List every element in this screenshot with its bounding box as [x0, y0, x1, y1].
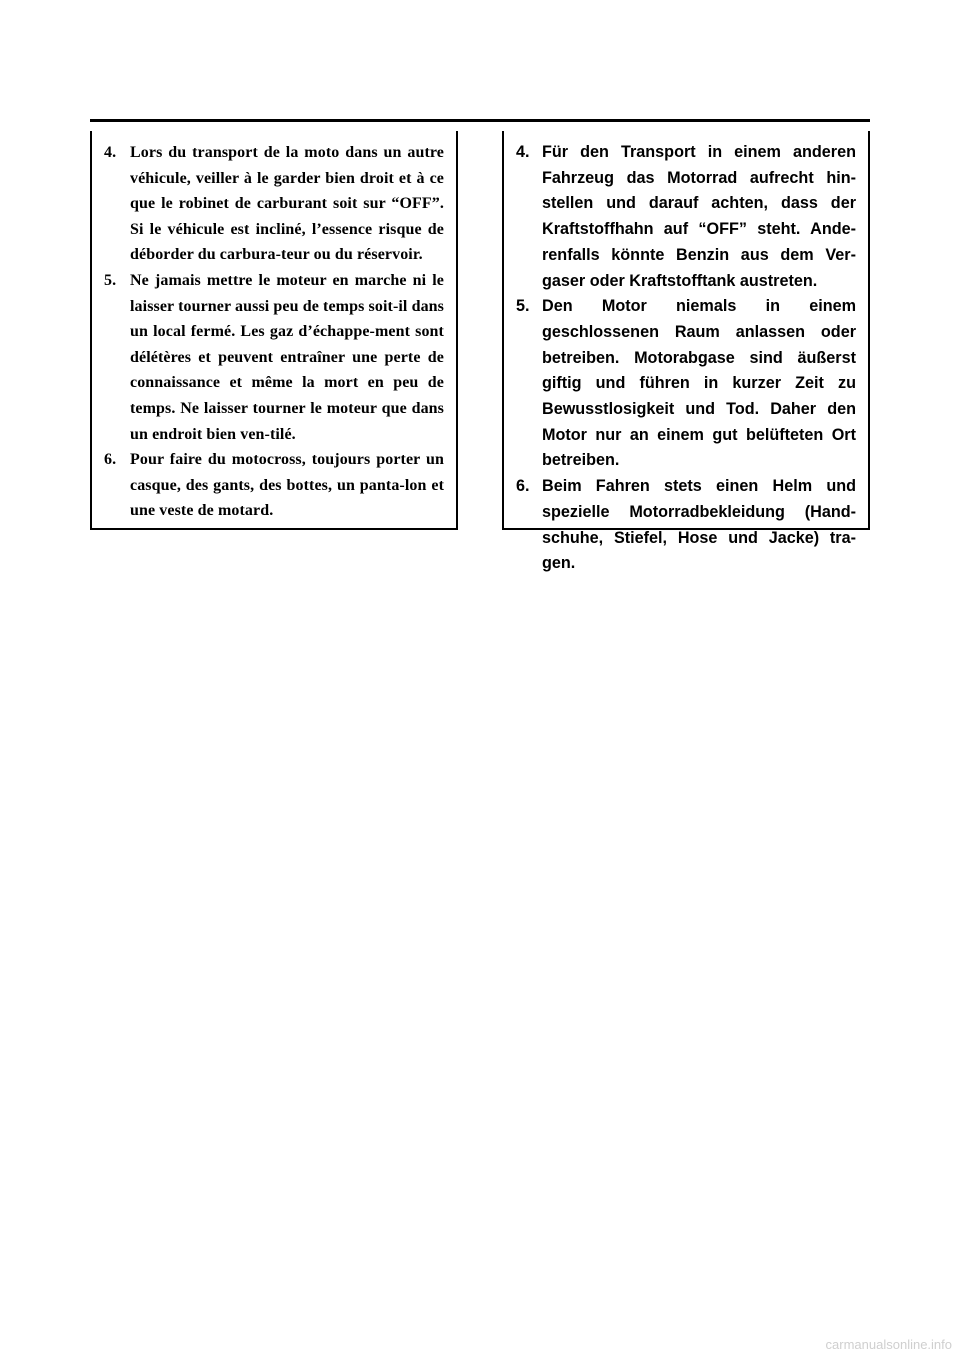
list-item: [104, 447, 444, 524]
warning-box-german: [502, 131, 870, 573]
warning-box-french: [90, 131, 458, 530]
list-item: [516, 474, 856, 577]
item-number: 5.: [104, 271, 117, 289]
list-item: [516, 140, 856, 294]
list-item: [104, 268, 444, 447]
list-item: [516, 294, 856, 474]
item-text: Ne jamais mettre le moteur en marche ni le laisser tourner aussi peu de temps soit-il dans un local fermé. Les gaz d’échappe-ment sont délétères et peuvent entraîner une perte de connaissance et même la mort en peu de temps. Ne laisser tourner le moteur que dans un endroit bien ven-tilé.: [130, 271, 444, 443]
item-text: Für den Transport in einem anderen Fahrzeug das Motorrad aufrecht hin-stellen und darauf achten, dass der Kraftstoffhahn auf “OFF” steht. Ande-renfalls könnte Benzin aus dem Ver-gaser oder Kraftstofftank austreten.: [542, 143, 856, 290]
top-rule: [90, 119, 870, 122]
item-text: Pour faire du motocross, toujours porter un casque, des gants, des bottes, un panta-lon et une veste de motard.: [130, 451, 444, 520]
watermark-text: carmanualsonline.info: [825, 1337, 952, 1352]
item-text: Beim Fahren stets einen Helm und spezielle Motorradbekleidung (Hand-schuhe, Stiefel, Hose und Jacke) tra-gen.: [542, 477, 856, 573]
item-number: 5.: [516, 297, 530, 316]
item-number: 4.: [104, 144, 117, 161]
item-number: 4.: [516, 143, 530, 161]
item-text: Den Motor niemals in einem geschlossenen Raum anlassen oder betreiben. Motorabgase sind äußerst giftig und führen in kurzer Zeit zu Bewusstlosigkeit und Tod. Daher den Motor nur an einem gut belüfteten Ort betreiben.: [542, 297, 856, 470]
warning-list-french: [104, 140, 444, 524]
list-item: [104, 140, 444, 268]
item-number: 6.: [516, 477, 530, 496]
item-number: 6.: [104, 451, 117, 469]
item-text: Lors du transport de la moto dans un autre véhicule, veiller à le garder bien droit et à ce que le robinet de carburant soit sur “OFF”. Si le véhicule est incliné, l’essence risque de déborder du carbura-teur ou du réservoir.: [130, 144, 444, 264]
warning-list-german: [516, 140, 856, 577]
